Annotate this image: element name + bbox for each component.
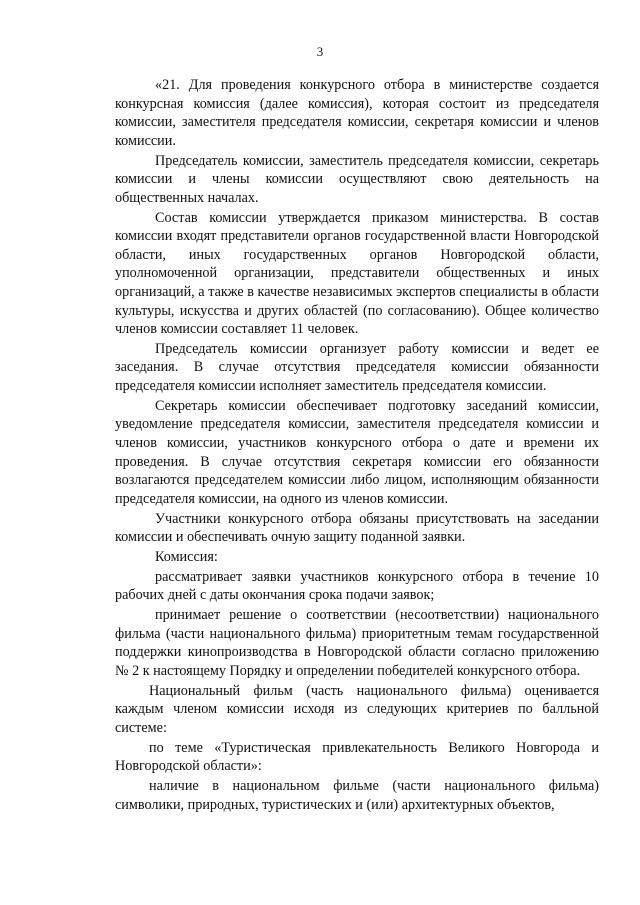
paragraph-evaluation: Национальный фильм (часть национального фильма) оценивается каждым членом комиссии исходя из следующих критериев по балльной системе: [115,682,599,736]
paragraph-voluntary-basis: Председатель комиссии, заместитель председателя комиссии, секретарь комиссии и члены комиссии осуществляют свою деятельность на общественных началах. [115,152,599,206]
paragraph-commission-composition: Состав комиссии утверждается приказом министерства. В состав комиссии входят представители органов государственной власти Новгородской области, иных государственных органов Новгородской области, уполномоченной организации, представители общественных и иных организаций, а также в качестве независимых экспертов специалисты в области культуры, искусства и других областей (по согласованию). Общее количество членов комиссии составляет 11 человек. [115,209,599,338]
document-body [115,76,599,815]
paragraph-chairman-duties: Председатель комиссии организует работу комиссии и ведет ее заседания. В случае отсутствия председателя комиссии обязанности председателя комиссии исполняет заместитель председателя комиссии. [115,340,599,395]
paragraph-topic-tourism: по теме «Туристическая привлекательность Великого Новгорода и Новгородской области»: [115,739,599,775]
paragraph-participants-obligations: Участники конкурсного отбора обязаны присутствовать на заседании комиссии и обеспечивать очную защиту поданной заявки. [115,510,599,546]
paragraph-commission-creation: «21. Для проведения конкурсного отбора в министерстве создается конкурсная комиссия (далее комиссия), которая состоит из председателя комиссии, заместителя председателя комиссии, секретаря комиссии и членов комиссии. [115,77,599,149]
paragraph-reviews-applications: рассматривает заявки участников конкурсного отбора в течение 10 рабочих дней с даты окончания срока подачи заявок; [115,568,599,604]
page-number: 3 [316,44,324,59]
paragraph-secretary-duties: Секретарь комиссии обеспечивает подготовку заседаний комиссии, уведомление председателя комиссии, заместителя председателя комиссии и членов комиссии, участников конкурсного отбора о дате и времени их проведения. В случае отсутствия секретаря комиссии его обязанности возлагаются председателем комиссии либо лицом, исполняющим обязанности председателя комиссии, на одного из членов комиссии. [115,397,599,507]
paragraph-decision: принимает решение о соответствии (несоответствии) национального фильма (части национального фильма) приоритетным темам государственной поддержки кинопроизводства в Новгородской области согласно приложению № 2 к настоящему Порядку и определении победителей конкурсного отбора. [115,607,599,679]
paragraph-commission-label: Комиссия: [155,548,218,565]
paragraph-symbolics: наличие в национальном фильме (части национального фильма) символики, природных, туристических и (или) архитектурных объектов, [115,778,599,813]
